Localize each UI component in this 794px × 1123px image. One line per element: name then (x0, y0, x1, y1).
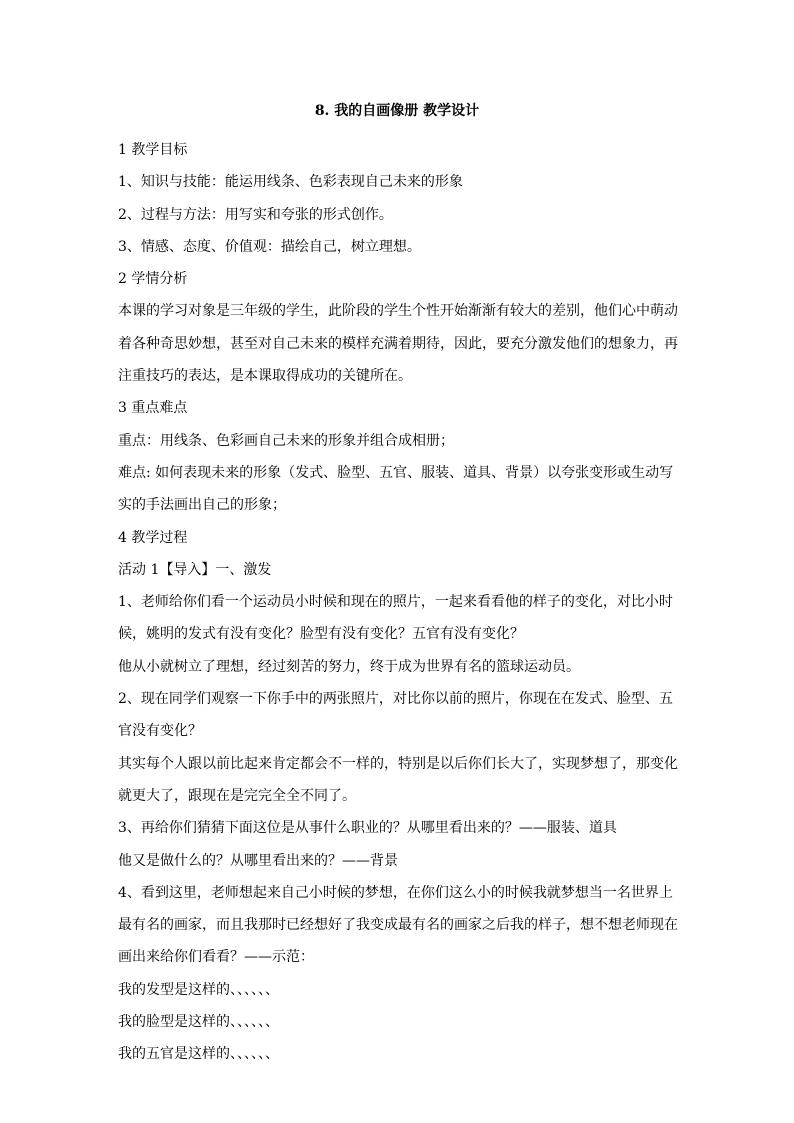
paragraph-line: 其实每个人跟以前比起来肯定都会不一样的，特别是以后你们长大了，实现梦想了，那变化 (118, 755, 678, 772)
paragraph-line: 他从小就树立了理想，经过刻苦的努力，终于成为世界有名的篮球运动员。 (118, 658, 580, 675)
objective-item: 3、情感、态度、价值观：描绘自己，树立理想。 (118, 238, 421, 255)
demo-line: 我的脸型是这样的、、、、、、 (118, 1014, 279, 1031)
difficulty-line: 实的手法画出自己的形象； (118, 497, 286, 514)
activity-heading: 活动 1【导入】一、激发 (118, 561, 272, 578)
section-heading-objectives: 1 教学目标 (118, 142, 188, 158)
section-heading-analysis: 2 学情分析 (118, 271, 188, 288)
paragraph-line: 4、看到这里，老师想起来自己小时候的梦想，在你们这么小的时候我就梦想当一名世界上 (118, 884, 673, 901)
paragraph-line: 就更大了，跟现在是完完全全不同了。 (118, 787, 356, 804)
key-point-line: 重点：用线条、色彩画自己未来的形象并组合成相册； (118, 432, 454, 449)
paragraph-line: 最有名的画家，而且我那时已经想好了我变成最有名的画家之后我的样子，想不想老师现在 (118, 917, 678, 934)
section-heading-process: 4 教学过程 (118, 529, 188, 546)
paragraph-line: 本课的学习对象是三年级的学生，此阶段的学生个性开始渐渐有较大的差别，他们心中萌动 (118, 303, 678, 320)
paragraph-line: 注重技巧的表达，是本课取得成功的关键所在。 (118, 368, 412, 385)
objective-item: 2、过程与方法：用写实和夸张的形式创作。 (118, 206, 393, 223)
document-title: 8. 我的自画像册 教学设计 (314, 103, 480, 119)
paragraph-line: 他又是做什么的？从哪里看出来的？——背景 (118, 852, 398, 869)
paragraph-line: 官没有变化？ (118, 723, 202, 740)
paragraph-line: 候，姚明的发式有没有变化？脸型有没有变化？五官有没有变化？ (118, 626, 524, 643)
paragraph-line: 2、现在同学们观察一下你手中的两张照片，对比你以前的照片，你现在在发式、脸型、五 (118, 691, 673, 708)
demo-line: 我的五官是这样的、、、、、、 (118, 1046, 279, 1063)
paragraph-line: 画出来给你们看看？——示范： (118, 949, 314, 966)
paragraph-line: 1、老师给你们看一个运动员小时候和现在的照片，一起来看看他的样子的变化，对比小时 (118, 594, 673, 611)
difficulty-line: 难点: 如何表现未来的形象（发式、脸型、五官、服装、道具、背景）以夸张变形或生动写 (118, 464, 674, 481)
paragraph-line: 着各种奇思妙想，甚至对自己未来的模样充满着期待，因此，要充分激发他们的想象力，再 (118, 335, 678, 352)
section-heading-key-points: 3 重点难点 (118, 400, 188, 417)
document-body (118, 134, 678, 1071)
paragraph-line: 3、再给你们猜猜下面这位是从事什么职业的？从哪里看出来的？——服装、道具 (118, 820, 617, 837)
demo-line: 我的发型是这样的、、、、、、 (118, 981, 279, 998)
objective-item: 1、知识与技能：能运用线条、色彩表现自己未来的形象 (118, 174, 463, 191)
